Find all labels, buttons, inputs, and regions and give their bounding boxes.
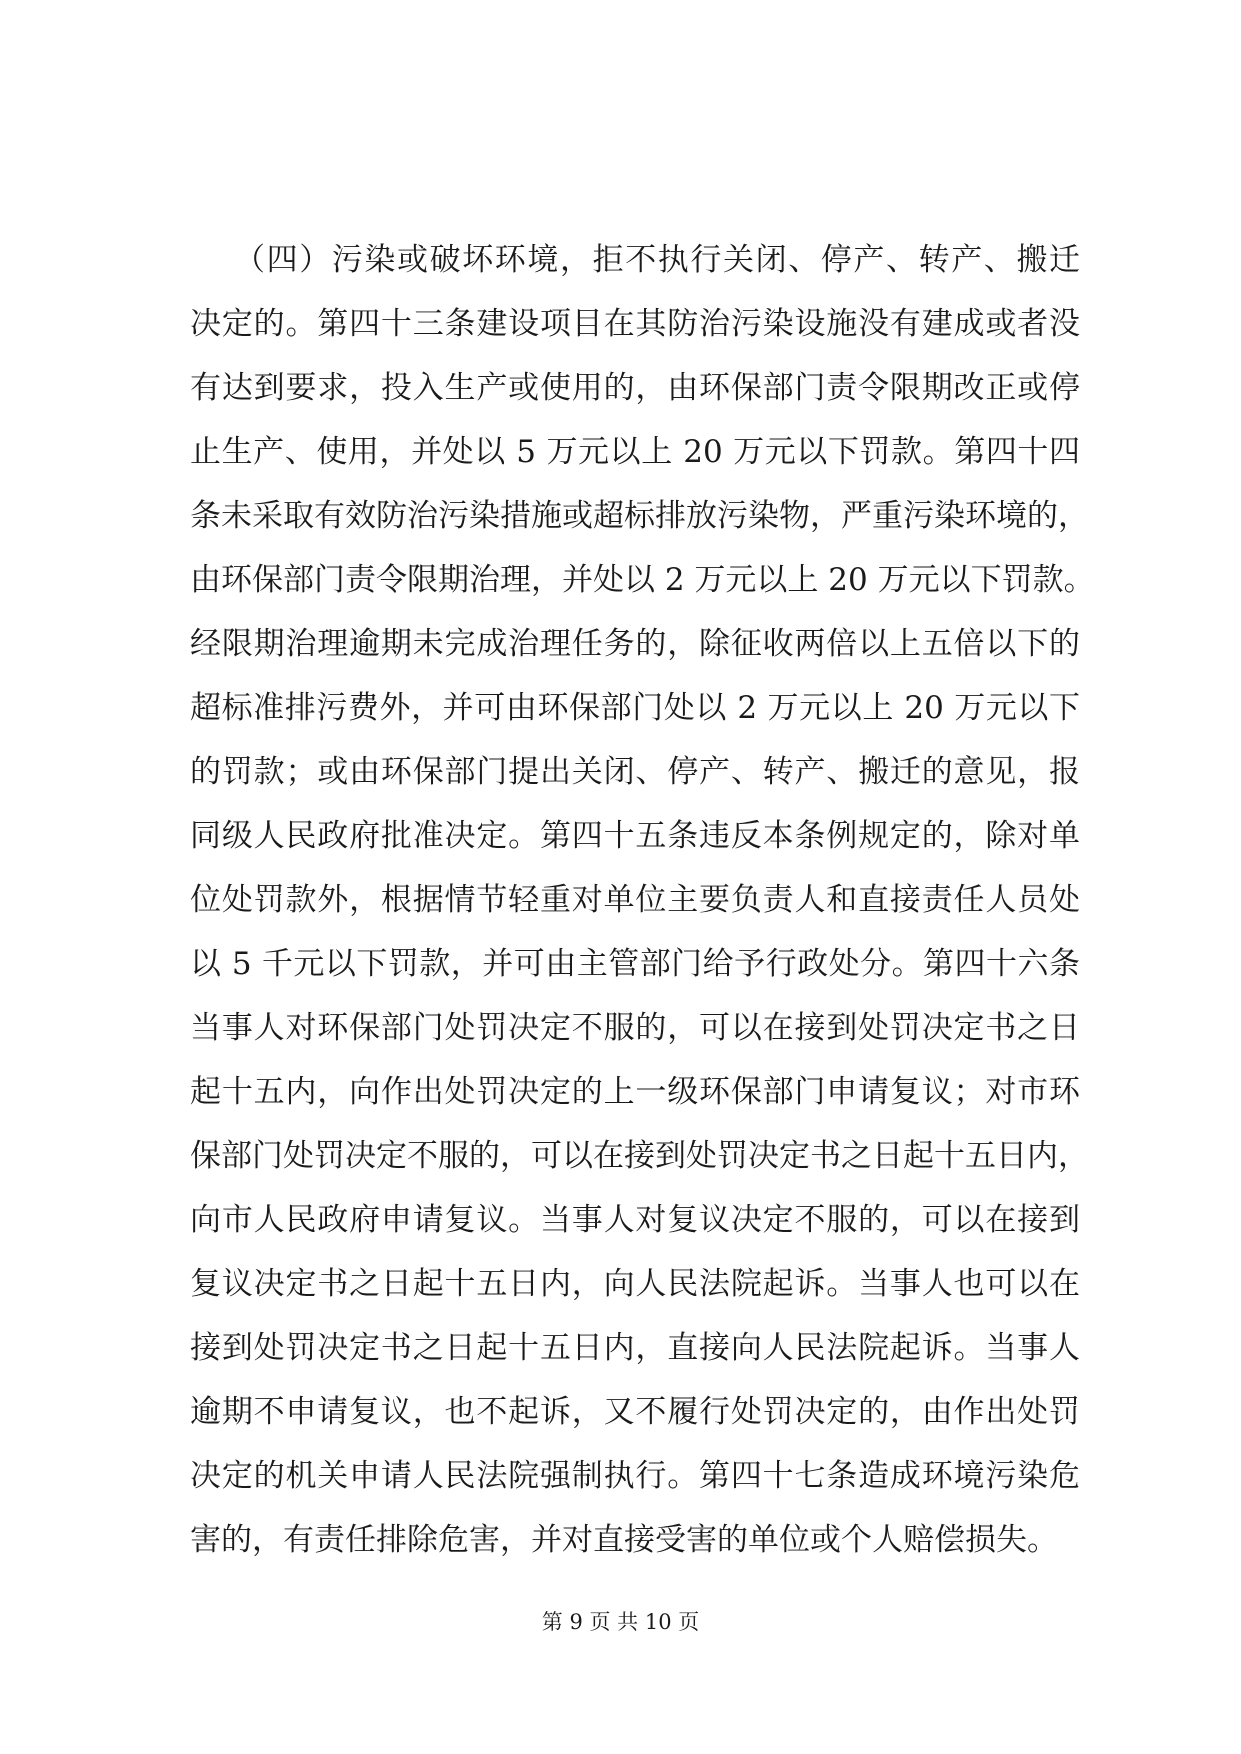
text-line-5: 条未采取有效防治污染措施或超标排放污染物，严重污染环境的，	[190, 498, 1089, 534]
text-line-11: 位处罚款外，根据情节轻重对单位主要负责人和直接责任人员处	[190, 882, 1080, 918]
text-line-18: 接到处罚决定书之日起十五日内，直接向人民法院起诉。当事人	[190, 1330, 1080, 1366]
body-text	[190, 228, 1095, 1572]
text-line-4: 止生产、使用，并处以 5 万元以上 20 万元以下罚款。第四十四	[190, 434, 1080, 470]
text-line-15: 保部门处罚决定不服的，可以在接到处罚决定书之日起十五日内，	[190, 1138, 1089, 1174]
text-line-10: 同级人民政府批准决定。第四十五条违反本条例规定的，除对单	[190, 818, 1080, 854]
text-line-6: 由环保部门责令限期治理，并处以 2 万元以上 20 万元以下罚款。	[190, 562, 1095, 598]
text-line-21: 害的，有责任排除危害，并对直接受害的单位或个人赔偿损失。	[190, 1522, 1058, 1558]
text-line-12: 以 5 千元以下罚款，并可由主管部门给予行政处分。第四十六条	[190, 946, 1080, 982]
text-line-3: 有达到要求，投入生产或使用的，由环保部门责令限期改正或停	[190, 370, 1080, 406]
text-line-13: 当事人对环保部门处罚决定不服的，可以在接到处罚决定书之日	[190, 1010, 1080, 1046]
text-line-16: 向市人民政府申请复议。当事人对复议决定不服的，可以在接到	[190, 1202, 1080, 1238]
text-line-2: 决定的。第四十三条建设项目在其防治污染设施没有建成或者没	[190, 306, 1080, 342]
text-line-20: 决定的机关申请人民法院强制执行。第四十七条造成环境污染危	[190, 1458, 1080, 1494]
text-line-17: 复议决定书之日起十五日内，向人民法院起诉。当事人也可以在	[190, 1266, 1080, 1302]
text-line-19: 逾期不申请复议，也不起诉，又不履行处罚决定的，由作出处罚	[190, 1394, 1080, 1430]
text-line-8: 超标准排污费外，并可由环保部门处以 2 万元以上 20 万元以下	[190, 690, 1080, 726]
text-line-7: 经限期治理逾期未完成治理任务的，除征收两倍以上五倍以下的	[190, 626, 1080, 662]
text-line-9: 的罚款；或由环保部门提出关闭、停产、转产、搬迁的意见，报	[190, 754, 1080, 790]
text-line-14: 起十五内，向作出处罚决定的上一级环保部门申请复议；对市环	[190, 1074, 1080, 1110]
text-line-1: （四）污染或破坏环境，拒不执行关闭、停产、转产、搬迁	[234, 242, 1080, 278]
page-number-footer: 第 9 页 共 10 页	[541, 1610, 700, 1634]
